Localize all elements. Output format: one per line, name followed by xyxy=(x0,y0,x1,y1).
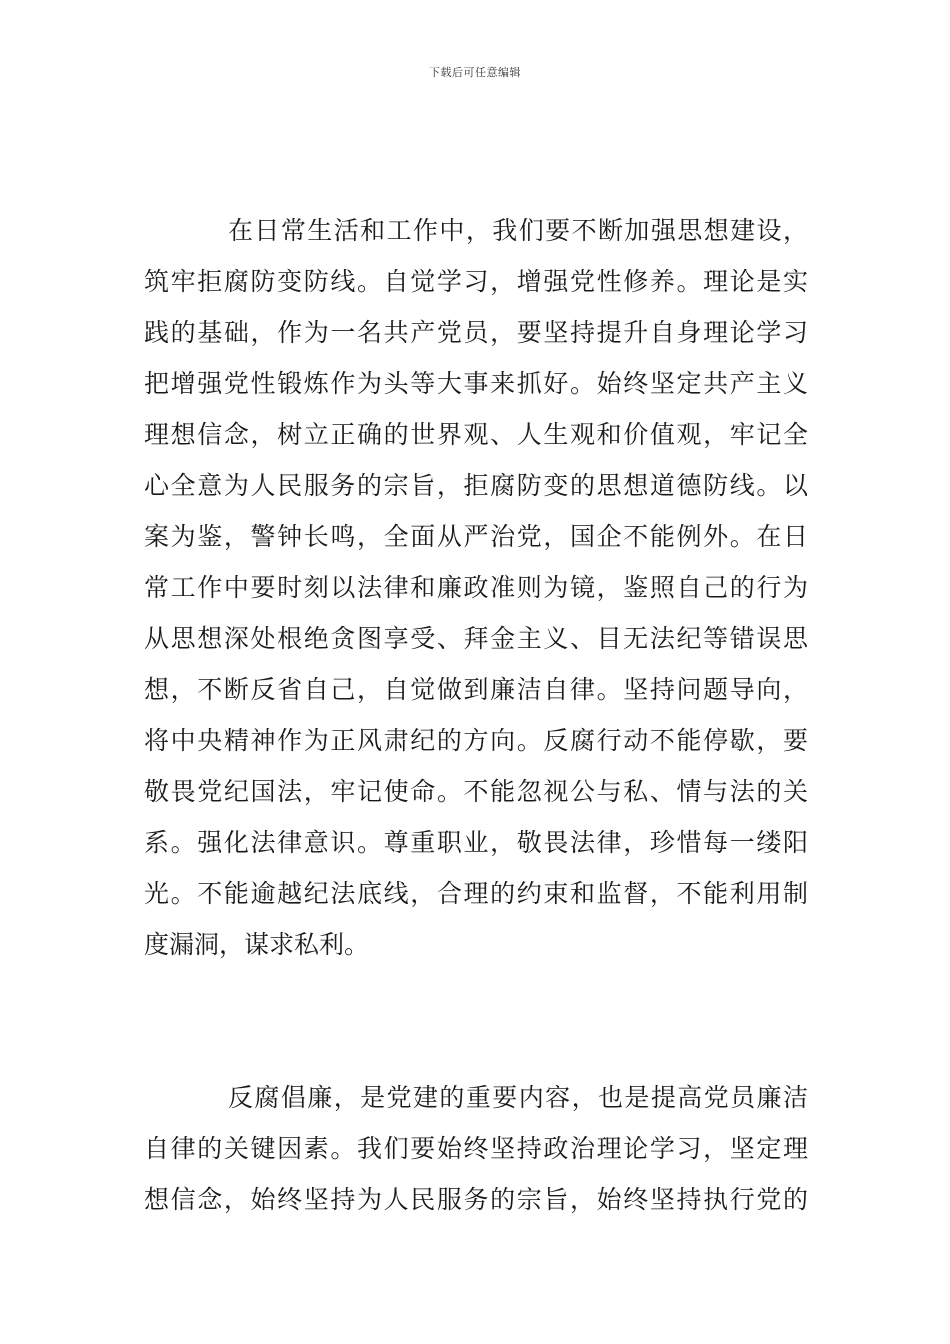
paragraph xyxy=(144,205,808,970)
text-line: 践的基础，作为一名共产党员，要坚持提升自身理论学习 xyxy=(144,318,808,347)
text-line: 心全意为人民服务的宗旨，拒腐防变的思想道德防线。以 xyxy=(144,471,808,500)
text-line: 光。不能逾越纪法底线，合理的约束和监督，不能利用制 xyxy=(144,879,808,908)
text-line: 系。强化法律意识。尊重职业，敬畏法律，珍惜每一缕阳 xyxy=(144,828,808,857)
paragraph xyxy=(144,1072,808,1225)
text-line: 想，不断反省自己，自觉做到廉洁自律。坚持问题导向， xyxy=(144,675,808,704)
text-line: 想信念，始终坚持为人民服务的宗旨，始终坚持执行党的 xyxy=(144,1185,808,1214)
text-line: 在日常生活和工作中，我们要不断加强思想建设， xyxy=(228,216,808,245)
text-line: 自律的关键因素。我们要始终坚持政治理论学习，坚定理 xyxy=(144,1134,808,1163)
text-line: 把增强党性锻炼作为头等大事来抓好。始终坚定共产主义 xyxy=(144,369,808,398)
text-line: 筑牢拒腐防变防线。自觉学习，增强党性修养。理论是实 xyxy=(144,267,808,296)
text-line: 案为鉴，警钟长鸣，全面从严治党，国企不能例外。在日 xyxy=(144,522,808,551)
text-line: 度漏洞，谋求私利。 xyxy=(144,930,370,959)
text-line: 从思想深处根绝贪图享受、拜金主义、目无法纪等错误思 xyxy=(144,624,808,653)
document-body xyxy=(144,205,808,1225)
text-line: 常工作中要时刻以法律和廉政准则为镜，鉴照自己的行为 xyxy=(144,573,808,602)
text-line: 将中央精神作为正风肃纪的方向。反腐行动不能停歇，要 xyxy=(144,726,808,755)
page-header-note: 下载后可任意编辑 xyxy=(429,66,521,79)
text-line: 敬畏党纪国法，牢记使命。不能忽视公与私、情与法的关 xyxy=(144,777,808,806)
text-line: 理想信念，树立正确的世界观、人生观和价值观，牢记全 xyxy=(144,420,808,449)
text-line: 反腐倡廉，是党建的重要内容，也是提高党员廉洁 xyxy=(228,1083,808,1112)
